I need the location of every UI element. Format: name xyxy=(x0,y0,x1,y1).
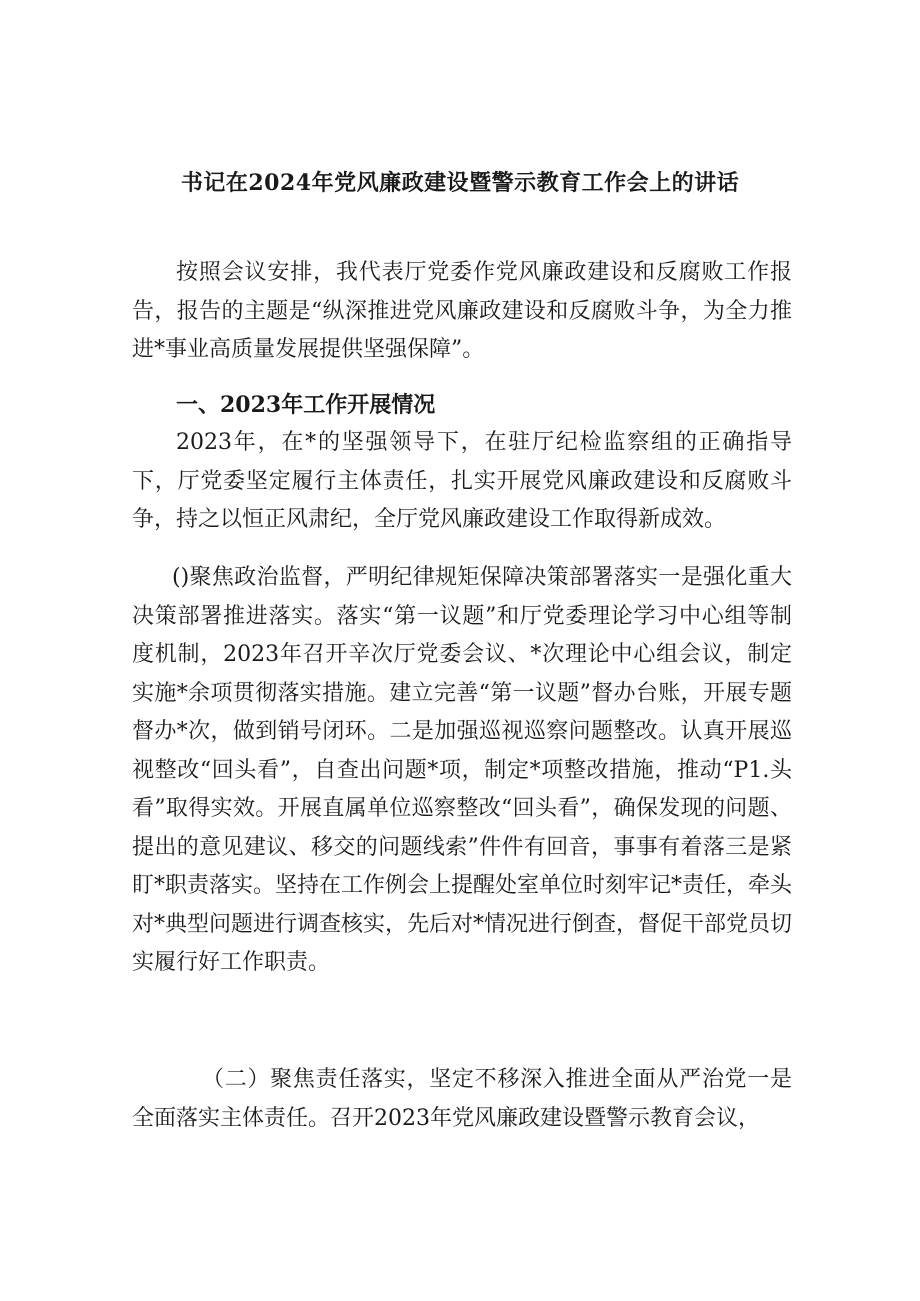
document-title: 书记在2024年党风廉政建设暨警示教育工作会上的讲话 xyxy=(180,170,740,196)
section-heading: 一、2023年工作开展情况 xyxy=(176,392,436,418)
point-two-paragraph: （二）聚焦责任落实，坚定不移深入推进全面从严治党一是全面落实主体责任。召开2023年党风廉政建设暨警示教育会议， xyxy=(132,1067,792,1131)
section-paragraph: 2023年，在*的坚强领导下，在驻厅纪检监察组的正确指导下，厅党委坚定履行主体责任，扎实开展党风廉政建设和反腐败斗争，持之以恒正风肃纪，全厅党风廉政建设工作取得新成效。 xyxy=(132,430,792,532)
intro-paragraph: 按照会议安排，我代表厅党委作党风廉政建设和反腐败工作报告，报告的主题是“纵深推进党风廉政建设和反腐败斗争，为全力推进*事业高质量发展提供坚强保障”。 xyxy=(132,260,792,362)
point-one-paragraph: ()聚焦政治监督，严明纪律规矩保障决策部署落实一是强化重大决策部署推进落实。落实“第一议题”和厅党委理论学习中心组等制度机制，2023年召开辛次厅党委会议、*次理论中心组会议，制定实施*余项贯彻落实措施。建立完善“第一议题”督办台账，开展专题督办*次，做到销号闭环。二是加强巡视巡察问题整改。认真开展巡视整改“回头看”，自查出问题*项，制定*项整改措施，推动“P1.头看”取得实效。开展直属单位巡察整改“回头看”，确保发现的问题、提出的意见建议、移交的问题线索”件件有回音，事事有着落三是紧盯*职责落实。坚持在工作例会上提醒处室单位时刻牢记*责任，牵头对*典型问题进行调查核实，先后对*情况进行倒查，督促干部党员切实履行好工作职责。 xyxy=(132,565,793,975)
